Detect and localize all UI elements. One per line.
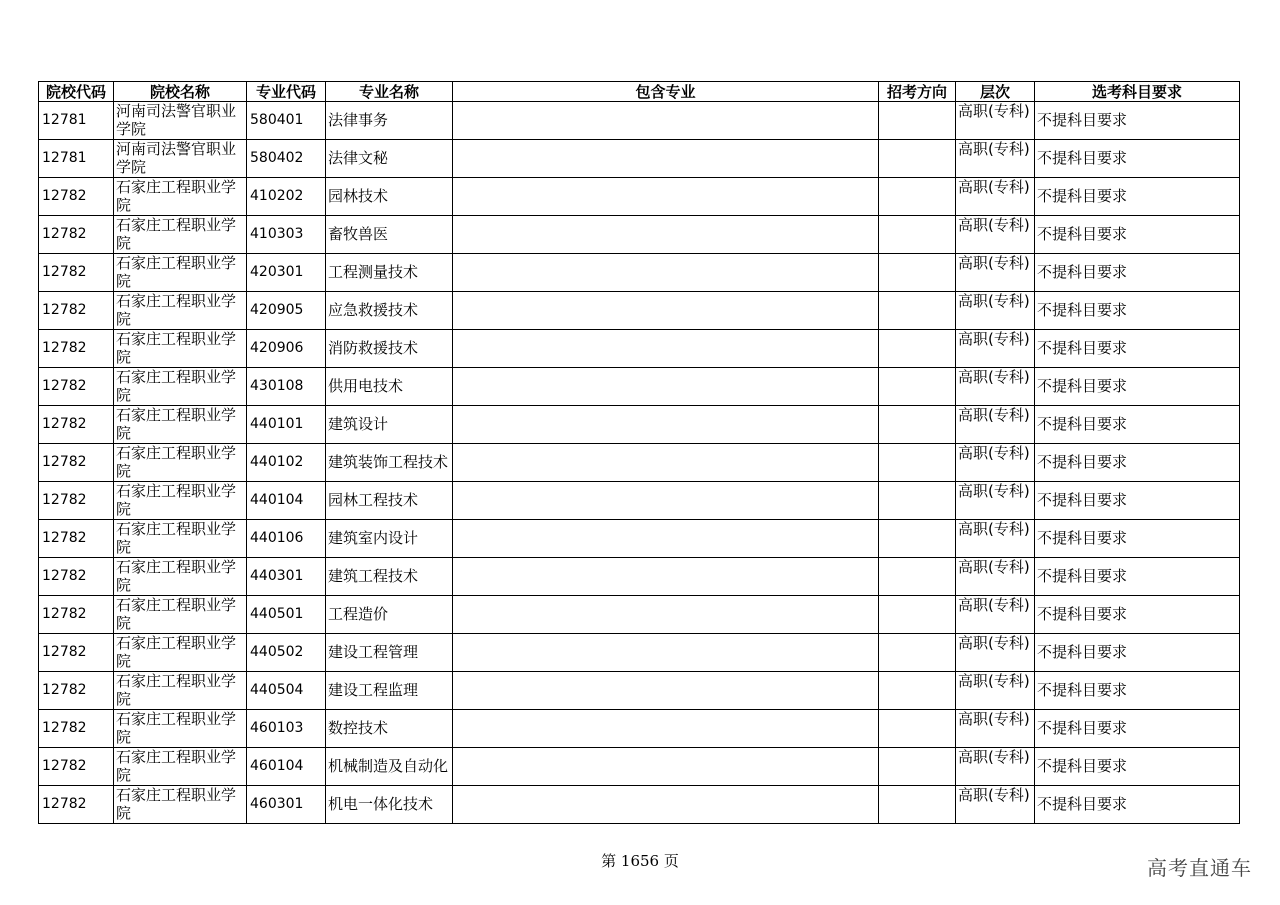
- cell-subject-requirement: 不提科目要求: [1035, 710, 1240, 748]
- cell-level: 高职(专科): [956, 558, 1035, 596]
- cell-direction: [879, 710, 956, 748]
- table-row: [39, 672, 1240, 710]
- cell-level: 高职(专科): [956, 178, 1035, 216]
- cell-major-code: 460103: [247, 710, 326, 748]
- cell-major-name: 机电一体化技术: [326, 786, 453, 824]
- header-major-name: 专业名称: [326, 82, 453, 102]
- cell-school-code: 12781: [39, 140, 114, 178]
- table-row: [39, 558, 1240, 596]
- cell-level: 高职(专科): [956, 596, 1035, 634]
- cell-school-code: 12782: [39, 634, 114, 672]
- table-row: [39, 140, 1240, 178]
- header-included-majors: 包含专业: [453, 82, 879, 102]
- cell-direction: [879, 672, 956, 710]
- cell-school-name: 石家庄工程职业学院: [114, 368, 247, 406]
- cell-included-majors: [453, 634, 879, 672]
- cell-subject-requirement: 不提科目要求: [1035, 292, 1240, 330]
- cell-level: 高职(专科): [956, 748, 1035, 786]
- header-major-code: 专业代码: [247, 82, 326, 102]
- cell-school-name: 石家庄工程职业学院: [114, 634, 247, 672]
- table-header-row: [39, 82, 1240, 102]
- cell-subject-requirement: 不提科目要求: [1035, 102, 1240, 140]
- cell-level: 高职(专科): [956, 254, 1035, 292]
- cell-major-code: 410202: [247, 178, 326, 216]
- watermark-text: 高考直通车: [1147, 856, 1252, 880]
- cell-major-code: 440501: [247, 596, 326, 634]
- table-row: [39, 596, 1240, 634]
- cell-subject-requirement: 不提科目要求: [1035, 216, 1240, 254]
- cell-school-name: 河南司法警官职业学院: [114, 140, 247, 178]
- cell-direction: [879, 330, 956, 368]
- cell-included-majors: [453, 216, 879, 254]
- table-body: [39, 102, 1240, 824]
- cell-school-code: 12782: [39, 558, 114, 596]
- page-number: 第 1656 页: [601, 852, 679, 870]
- header-school-name: 院校名称: [114, 82, 247, 102]
- cell-school-name: 石家庄工程职业学院: [114, 558, 247, 596]
- cell-included-majors: [453, 672, 879, 710]
- cell-school-code: 12782: [39, 368, 114, 406]
- cell-school-name: 石家庄工程职业学院: [114, 254, 247, 292]
- cell-direction: [879, 254, 956, 292]
- cell-major-code: 440504: [247, 672, 326, 710]
- cell-level: 高职(专科): [956, 330, 1035, 368]
- cell-school-code: 12782: [39, 254, 114, 292]
- table-row: [39, 634, 1240, 672]
- cell-school-code: 12782: [39, 406, 114, 444]
- cell-level: 高职(专科): [956, 406, 1035, 444]
- cell-major-code: 440301: [247, 558, 326, 596]
- cell-school-code: 12781: [39, 102, 114, 140]
- cell-direction: [879, 482, 956, 520]
- cell-school-code: 12782: [39, 444, 114, 482]
- table-row: [39, 178, 1240, 216]
- cell-subject-requirement: 不提科目要求: [1035, 254, 1240, 292]
- cell-major-name: 建筑装饰工程技术: [326, 444, 453, 482]
- cell-school-name: 石家庄工程职业学院: [114, 330, 247, 368]
- table-row: [39, 254, 1240, 292]
- cell-subject-requirement: 不提科目要求: [1035, 368, 1240, 406]
- cell-major-code: 420301: [247, 254, 326, 292]
- table-row: [39, 216, 1240, 254]
- cell-subject-requirement: 不提科目要求: [1035, 634, 1240, 672]
- cell-included-majors: [453, 748, 879, 786]
- cell-school-code: 12782: [39, 710, 114, 748]
- cell-school-name: 石家庄工程职业学院: [114, 482, 247, 520]
- cell-school-code: 12782: [39, 786, 114, 824]
- table-row: [39, 444, 1240, 482]
- cell-subject-requirement: 不提科目要求: [1035, 140, 1240, 178]
- table-row: [39, 292, 1240, 330]
- cell-major-name: 建设工程管理: [326, 634, 453, 672]
- cell-level: 高职(专科): [956, 140, 1035, 178]
- cell-direction: [879, 558, 956, 596]
- table-row: [39, 748, 1240, 786]
- cell-school-name: 石家庄工程职业学院: [114, 748, 247, 786]
- cell-subject-requirement: 不提科目要求: [1035, 520, 1240, 558]
- cell-school-code: 12782: [39, 216, 114, 254]
- cell-direction: [879, 178, 956, 216]
- cell-major-name: 消防救援技术: [326, 330, 453, 368]
- cell-major-name: 园林技术: [326, 178, 453, 216]
- cell-major-code: 430108: [247, 368, 326, 406]
- cell-included-majors: [453, 330, 879, 368]
- table-row: [39, 786, 1240, 824]
- cell-major-name: 供用电技术: [326, 368, 453, 406]
- cell-major-name: 应急救援技术: [326, 292, 453, 330]
- header-level: 层次: [956, 82, 1035, 102]
- cell-direction: [879, 444, 956, 482]
- cell-school-name: 石家庄工程职业学院: [114, 596, 247, 634]
- cell-school-code: 12782: [39, 178, 114, 216]
- cell-level: 高职(专科): [956, 710, 1035, 748]
- cell-subject-requirement: 不提科目要求: [1035, 672, 1240, 710]
- table-row: [39, 406, 1240, 444]
- cell-level: 高职(专科): [956, 520, 1035, 558]
- cell-school-code: 12782: [39, 520, 114, 558]
- table-row: [39, 520, 1240, 558]
- cell-included-majors: [453, 102, 879, 140]
- cell-included-majors: [453, 786, 879, 824]
- cell-subject-requirement: 不提科目要求: [1035, 406, 1240, 444]
- cell-subject-requirement: 不提科目要求: [1035, 748, 1240, 786]
- cell-school-name: 石家庄工程职业学院: [114, 672, 247, 710]
- cell-major-name: 机械制造及自动化: [326, 748, 453, 786]
- cell-level: 高职(专科): [956, 482, 1035, 520]
- table-row: [39, 330, 1240, 368]
- cell-major-name: 数控技术: [326, 710, 453, 748]
- cell-direction: [879, 596, 956, 634]
- cell-subject-requirement: 不提科目要求: [1035, 482, 1240, 520]
- cell-subject-requirement: 不提科目要求: [1035, 558, 1240, 596]
- cell-school-name: 石家庄工程职业学院: [114, 216, 247, 254]
- cell-included-majors: [453, 482, 879, 520]
- cell-level: 高职(专科): [956, 102, 1035, 140]
- cell-major-code: 440101: [247, 406, 326, 444]
- cell-major-code: 440502: [247, 634, 326, 672]
- cell-major-code: 420906: [247, 330, 326, 368]
- cell-major-name: 法律文秘: [326, 140, 453, 178]
- cell-included-majors: [453, 254, 879, 292]
- cell-subject-requirement: 不提科目要求: [1035, 178, 1240, 216]
- cell-school-name: 石家庄工程职业学院: [114, 406, 247, 444]
- cell-direction: [879, 292, 956, 330]
- cell-school-name: 河南司法警官职业学院: [114, 102, 247, 140]
- cell-major-code: 460104: [247, 748, 326, 786]
- header-subject-requirement: 选考科目要求: [1035, 82, 1240, 102]
- admission-table: [38, 81, 1240, 824]
- cell-major-name: 建筑工程技术: [326, 558, 453, 596]
- cell-level: 高职(专科): [956, 292, 1035, 330]
- cell-direction: [879, 140, 956, 178]
- cell-major-name: 畜牧兽医: [326, 216, 453, 254]
- cell-included-majors: [453, 520, 879, 558]
- cell-school-name: 石家庄工程职业学院: [114, 178, 247, 216]
- cell-school-name: 石家庄工程职业学院: [114, 444, 247, 482]
- cell-direction: [879, 368, 956, 406]
- cell-major-code: 580402: [247, 140, 326, 178]
- cell-major-code: 420905: [247, 292, 326, 330]
- cell-level: 高职(专科): [956, 444, 1035, 482]
- cell-direction: [879, 634, 956, 672]
- cell-included-majors: [453, 406, 879, 444]
- cell-included-majors: [453, 558, 879, 596]
- cell-level: 高职(专科): [956, 216, 1035, 254]
- cell-school-code: 12782: [39, 672, 114, 710]
- cell-major-name: 建筑室内设计: [326, 520, 453, 558]
- cell-included-majors: [453, 444, 879, 482]
- header-school-code: 院校代码: [39, 82, 114, 102]
- cell-school-code: 12782: [39, 292, 114, 330]
- cell-major-code: 410303: [247, 216, 326, 254]
- cell-level: 高职(专科): [956, 368, 1035, 406]
- cell-major-code: 440104: [247, 482, 326, 520]
- cell-major-name: 工程造价: [326, 596, 453, 634]
- cell-level: 高职(专科): [956, 786, 1035, 824]
- cell-direction: [879, 102, 956, 140]
- cell-major-name: 建设工程监理: [326, 672, 453, 710]
- cell-school-name: 石家庄工程职业学院: [114, 710, 247, 748]
- cell-major-code: 460301: [247, 786, 326, 824]
- table-row: [39, 710, 1240, 748]
- cell-direction: [879, 520, 956, 558]
- cell-school-code: 12782: [39, 330, 114, 368]
- cell-included-majors: [453, 596, 879, 634]
- cell-direction: [879, 406, 956, 444]
- cell-school-name: 石家庄工程职业学院: [114, 786, 247, 824]
- cell-school-code: 12782: [39, 596, 114, 634]
- cell-major-code: 440106: [247, 520, 326, 558]
- cell-subject-requirement: 不提科目要求: [1035, 786, 1240, 824]
- cell-included-majors: [453, 368, 879, 406]
- cell-level: 高职(专科): [956, 672, 1035, 710]
- cell-school-code: 12782: [39, 748, 114, 786]
- cell-direction: [879, 748, 956, 786]
- cell-subject-requirement: 不提科目要求: [1035, 596, 1240, 634]
- cell-school-code: 12782: [39, 482, 114, 520]
- cell-direction: [879, 786, 956, 824]
- cell-included-majors: [453, 292, 879, 330]
- table-row: [39, 102, 1240, 140]
- table-row: [39, 368, 1240, 406]
- cell-major-code: 580401: [247, 102, 326, 140]
- cell-included-majors: [453, 178, 879, 216]
- cell-school-name: 石家庄工程职业学院: [114, 520, 247, 558]
- cell-major-code: 440102: [247, 444, 326, 482]
- cell-subject-requirement: 不提科目要求: [1035, 444, 1240, 482]
- cell-major-name: 建筑设计: [326, 406, 453, 444]
- cell-direction: [879, 216, 956, 254]
- header-direction: 招考方向: [879, 82, 956, 102]
- cell-level: 高职(专科): [956, 634, 1035, 672]
- cell-included-majors: [453, 140, 879, 178]
- cell-major-name: 法律事务: [326, 102, 453, 140]
- cell-subject-requirement: 不提科目要求: [1035, 330, 1240, 368]
- table-row: [39, 482, 1240, 520]
- cell-major-name: 工程测量技术: [326, 254, 453, 292]
- cell-included-majors: [453, 710, 879, 748]
- cell-school-name: 石家庄工程职业学院: [114, 292, 247, 330]
- cell-major-name: 园林工程技术: [326, 482, 453, 520]
